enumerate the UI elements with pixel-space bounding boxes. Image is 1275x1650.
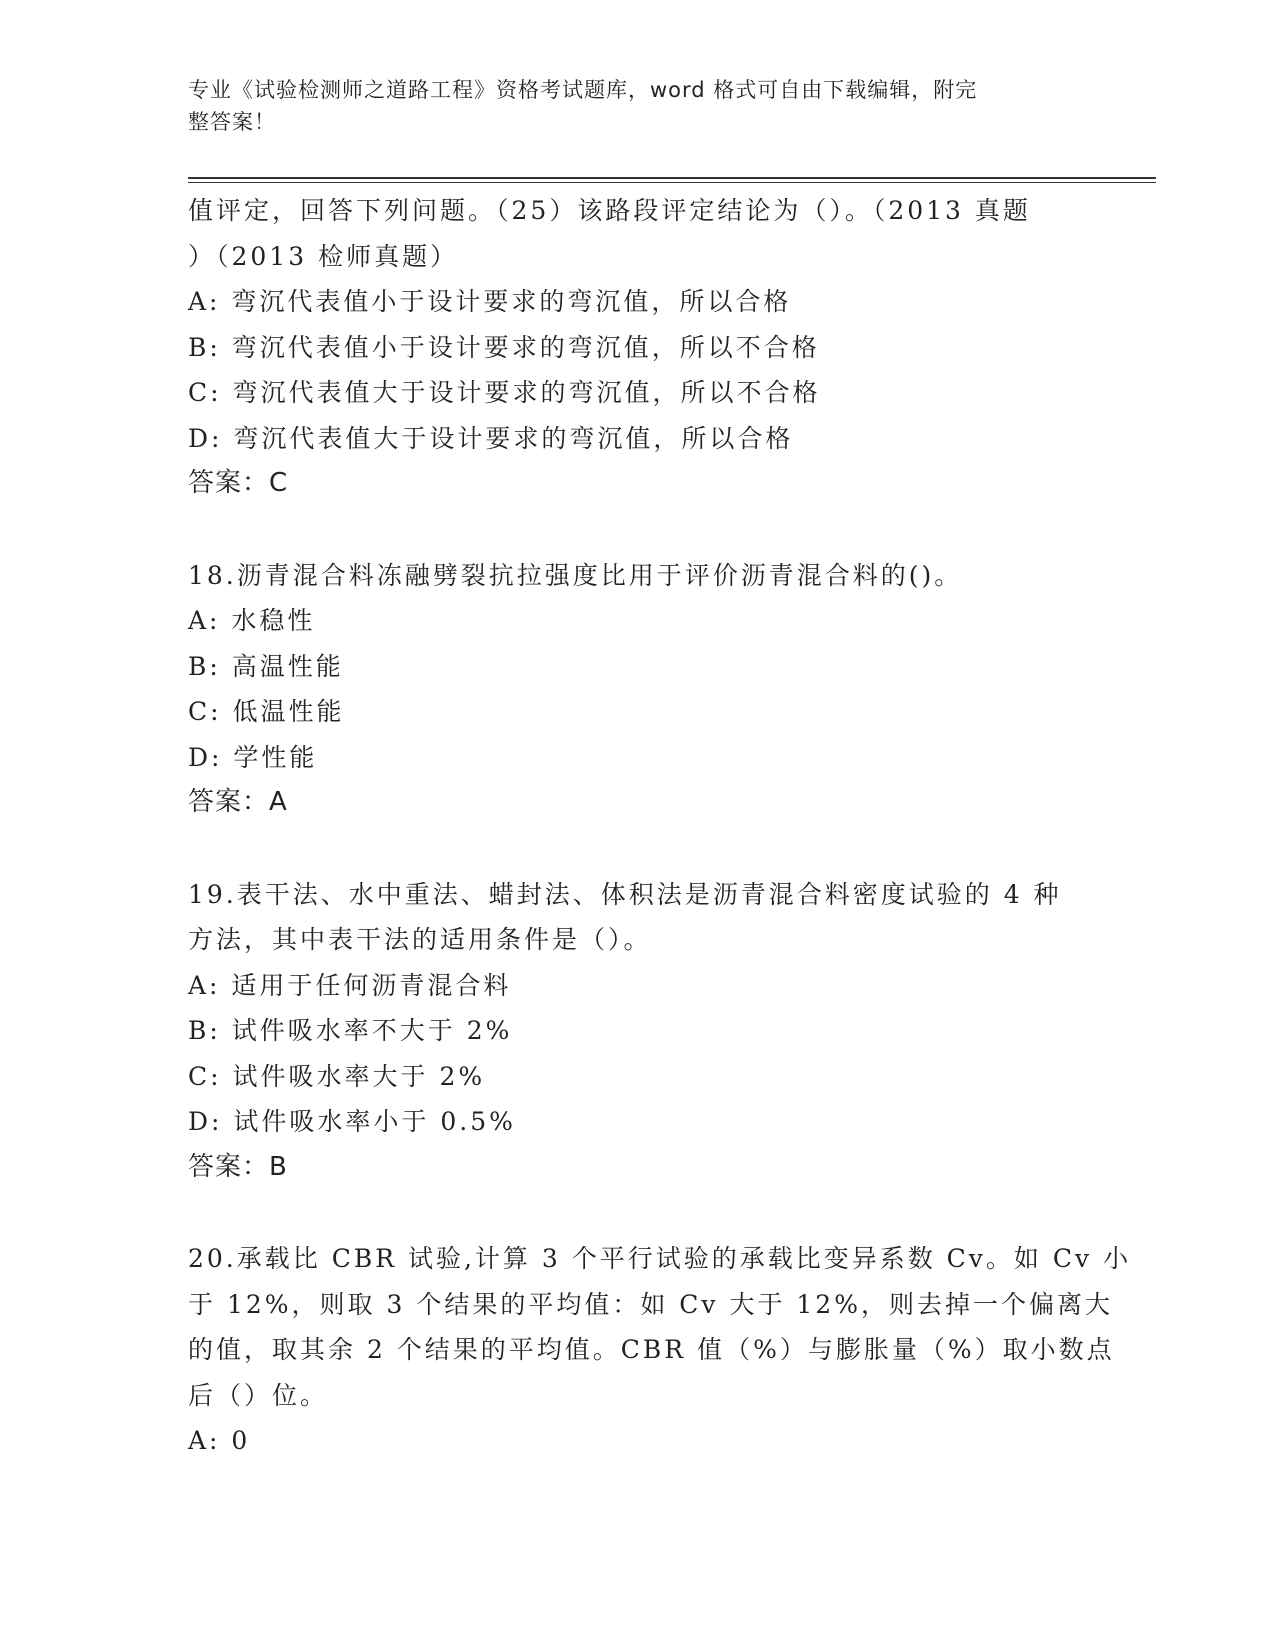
option-d: D: 试件吸水率小于 0.5% <box>188 1107 516 1136</box>
answer-label: 答案：C <box>188 468 289 498</box>
header-rule-thick <box>188 177 1156 179</box>
answer-label: 答案：B <box>188 1151 288 1182</box>
option-b: B: 弯沉代表值小于设计要求的弯沉值，所以不合格 <box>188 332 820 362</box>
question-stem-line: 20.承载比 CBR 试验,计算 3 个平行试验的承载比变异系数 Cv。如 Cv 小 <box>188 1244 1132 1273</box>
header-rule-thin <box>188 182 1156 183</box>
header-line-2: 整答案！ <box>188 110 276 134</box>
option-c: C: 弯沉代表值大于设计要求的弯沉值，所以不合格 <box>188 378 821 407</box>
answer-label: 答案：A <box>188 787 288 817</box>
option-a: A: 适用于任何沥青混合料 <box>188 970 512 1000</box>
option-b: B: 试件吸水率不大于 2% <box>188 1016 513 1045</box>
question-20 <box>188 1236 1132 1464</box>
option-c: C: 低温性能 <box>188 697 345 726</box>
question-stem-line: 的值，取其余 2 个结果的平均值。CBR 值（%）与膨胀量（%）取小数点 <box>188 1335 1115 1364</box>
question-stem-line: 值评定，回答下列问题。（25）该路段评定结论为（）。（2013 真题 <box>188 196 1031 225</box>
question-list <box>188 188 1132 1510</box>
option-c: C: 试件吸水率大于 2% <box>188 1061 486 1091</box>
question-stem-line: 19.表干法、水中重法、蜡封法、体积法是沥青混合料密度试验的 4 种 <box>188 879 1062 909</box>
question-stem-line: 于 12%，则取 3 个结果的平均值：如 Cv 大于 12%，则去掉一个偏离大 <box>188 1289 1113 1319</box>
question-18 <box>188 553 1088 826</box>
question-stem-line: 后（）位。 <box>188 1380 329 1410</box>
question-stem-line: 方法，其中表干法的适用条件是（）。 <box>188 925 652 954</box>
document-header <box>188 74 1068 138</box>
question-17 <box>188 188 1088 507</box>
option-a: A: 水稳性 <box>188 606 316 635</box>
question-stem-line: 18.沥青混合料冻融劈裂抗拉强度比用于评价沥青混合料的()。 <box>188 560 963 590</box>
option-a: A: 弯沉代表值小于设计要求的弯沉值，所以合格 <box>188 287 792 316</box>
option-d: D: 弯沉代表值大于设计要求的弯沉值，所以合格 <box>188 423 794 453</box>
question-19 <box>188 872 1088 1191</box>
option-b: B: 高温性能 <box>188 651 344 681</box>
header-line-1: 专业《试验检测师之道路工程》资格考试题库，word 格式可自由下载编辑，附完 <box>188 78 978 102</box>
question-stem-line: ）（2013 检师真题） <box>188 241 459 271</box>
option-d: D: 学性能 <box>188 742 318 772</box>
option-a: A: 0 <box>188 1426 251 1455</box>
